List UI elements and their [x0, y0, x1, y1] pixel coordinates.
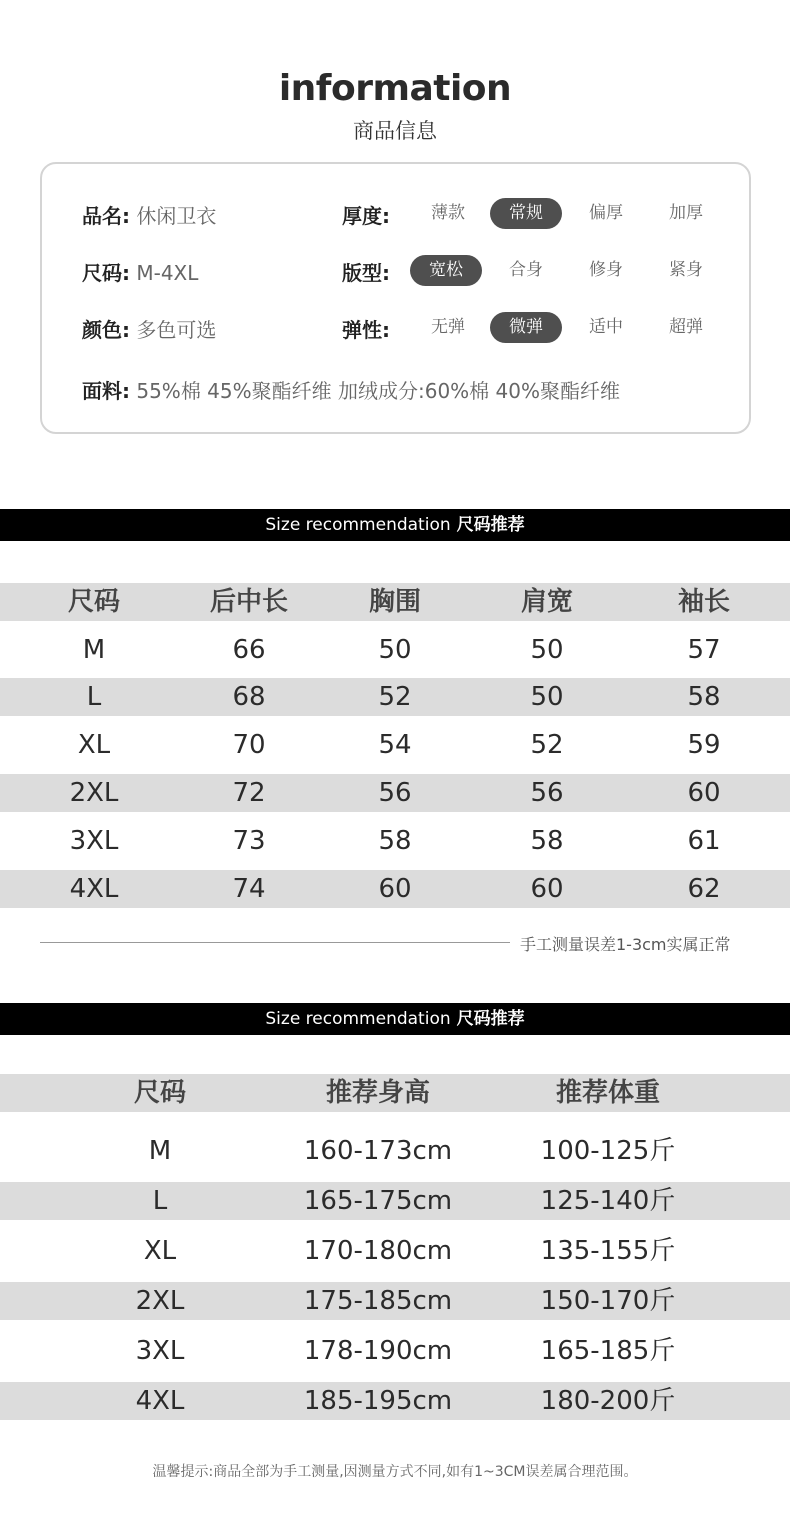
header-weight: 推荐体重 — [555, 1078, 660, 1108]
cell-length: 70 — [232, 730, 266, 760]
banner-title-en: Size recommendation — [265, 515, 451, 535]
cell-height: 178-190cm — [303, 1336, 453, 1366]
thickness-label: 厚度: — [342, 204, 390, 228]
cell-chest: 50 — [378, 635, 412, 665]
option-elastic-slight: 微弹 — [490, 312, 562, 343]
cell-size: XL — [77, 730, 111, 760]
banner-title-cn: 尺码推荐 — [456, 515, 525, 535]
table-row — [0, 1282, 790, 1320]
cell-length: 68 — [232, 682, 266, 712]
cell-weight: 165-185斤 — [540, 1336, 676, 1366]
cell-weight: 150-170斤 — [540, 1286, 676, 1316]
cell-shoulder: 50 — [530, 635, 564, 665]
header-size: 尺码 — [67, 587, 120, 617]
banner-title-cn: 尺码推荐 — [456, 1009, 525, 1029]
title-en: information — [278, 68, 512, 109]
cell-chest: 52 — [378, 682, 412, 712]
name-label: 品名: — [82, 204, 130, 228]
option-fit-regular: 合身 — [509, 260, 543, 280]
cell-chest: 58 — [378, 826, 412, 856]
cell-height: 165-175cm — [303, 1186, 453, 1216]
cell-sleeve: 61 — [687, 826, 721, 856]
table-row — [0, 1332, 790, 1370]
table-row — [0, 774, 790, 812]
cell-sleeve: 62 — [687, 874, 721, 904]
option-elastic-none: 无弹 — [431, 317, 465, 337]
table-row — [0, 631, 790, 669]
option-fit-slim: 修身 — [589, 260, 623, 280]
size-label: 尺码: — [82, 261, 130, 285]
table-row — [0, 726, 790, 764]
elastic-label: 弹性: — [342, 318, 390, 342]
cell-size: 2XL — [135, 1286, 185, 1316]
cell-weight: 100-125斤 — [540, 1136, 676, 1166]
cell-length: 72 — [232, 778, 266, 808]
header-height: 推荐身高 — [325, 1078, 430, 1108]
option-fit-tight: 紧身 — [669, 260, 703, 280]
size-row — [82, 257, 198, 286]
table-row — [0, 1232, 790, 1270]
cell-length: 73 — [232, 826, 266, 856]
header-shoulder: 肩宽 — [520, 587, 573, 617]
option-thickness-thin: 薄款 — [431, 203, 465, 223]
cell-size: 4XL — [69, 874, 119, 904]
color-label: 颜色: — [82, 318, 130, 342]
option-elastic-super: 超弹 — [669, 317, 703, 337]
section-banner-recommend — [0, 1003, 790, 1035]
cell-size: 4XL — [135, 1386, 185, 1416]
table-row — [0, 822, 790, 860]
option-thickness-thick: 偏厚 — [589, 203, 623, 223]
measure-note: 手工测量误差1-3cm实属正常 — [520, 935, 731, 954]
color-value: 多色可选 — [136, 318, 217, 342]
cell-chest: 56 — [378, 778, 412, 808]
fit-label: 版型: — [342, 261, 390, 285]
cell-size: M — [148, 1136, 172, 1166]
cell-size: 2XL — [69, 778, 119, 808]
name-row — [82, 200, 216, 229]
header-size: 尺码 — [133, 1078, 186, 1108]
fabric-value: 55%棉 45%聚酯纤维 加绒成分:60%棉 40%聚酯纤维 — [136, 379, 620, 403]
fabric-label: 面料: — [82, 379, 130, 403]
cell-height: 160-173cm — [303, 1136, 453, 1166]
cell-sleeve: 60 — [687, 778, 721, 808]
cell-size: 3XL — [69, 826, 119, 856]
header-length: 后中长 — [209, 587, 288, 617]
table-row — [0, 1132, 790, 1170]
product-info-card — [40, 162, 751, 434]
table-row — [0, 1182, 790, 1220]
cell-shoulder: 52 — [530, 730, 564, 760]
header-sleeve: 袖长 — [677, 587, 730, 617]
fabric-row — [82, 375, 620, 404]
footer-tip: 温馨提示:商品全部为手工测量,因测量方式不同,如有1~3CM误差属合理范围。 — [152, 1464, 638, 1480]
cell-length: 74 — [232, 874, 266, 904]
table-row — [0, 870, 790, 908]
cell-size: L — [86, 682, 102, 712]
option-fit-loose: 宽松 — [410, 255, 482, 286]
cell-sleeve: 59 — [687, 730, 721, 760]
section-banner-size — [0, 509, 790, 541]
table-row — [0, 678, 790, 716]
table-header-row — [0, 583, 790, 621]
cell-height: 175-185cm — [303, 1286, 453, 1316]
cell-chest: 60 — [378, 874, 412, 904]
cell-shoulder: 58 — [530, 826, 564, 856]
cell-size: L — [152, 1186, 168, 1216]
option-elastic-medium: 适中 — [589, 317, 623, 337]
cell-shoulder: 60 — [530, 874, 564, 904]
banner-title-en: Size recommendation — [265, 1009, 451, 1029]
cell-shoulder: 56 — [530, 778, 564, 808]
option-thickness-extra: 加厚 — [669, 203, 703, 223]
color-row — [82, 314, 216, 343]
cell-height: 185-195cm — [303, 1386, 453, 1416]
cell-height: 170-180cm — [303, 1236, 453, 1266]
title-cn: 商品信息 — [353, 119, 437, 143]
cell-sleeve: 58 — [687, 682, 721, 712]
cell-shoulder: 50 — [530, 682, 564, 712]
cell-chest: 54 — [378, 730, 412, 760]
cell-sleeve: 57 — [687, 635, 721, 665]
cell-size: 3XL — [135, 1336, 185, 1366]
divider-line — [40, 942, 510, 943]
table-row — [0, 1382, 790, 1420]
table-header-row — [0, 1074, 790, 1112]
cell-weight: 135-155斤 — [540, 1236, 676, 1266]
cell-size: XL — [143, 1236, 177, 1266]
cell-weight: 180-200斤 — [540, 1386, 676, 1416]
name-value: 休闲卫衣 — [136, 204, 217, 228]
cell-length: 66 — [232, 635, 266, 665]
option-thickness-regular: 常规 — [490, 198, 562, 229]
size-value: M-4XL — [136, 261, 199, 285]
cell-weight: 125-140斤 — [540, 1186, 676, 1216]
cell-size: M — [82, 635, 106, 665]
header-chest: 胸围 — [368, 587, 421, 617]
